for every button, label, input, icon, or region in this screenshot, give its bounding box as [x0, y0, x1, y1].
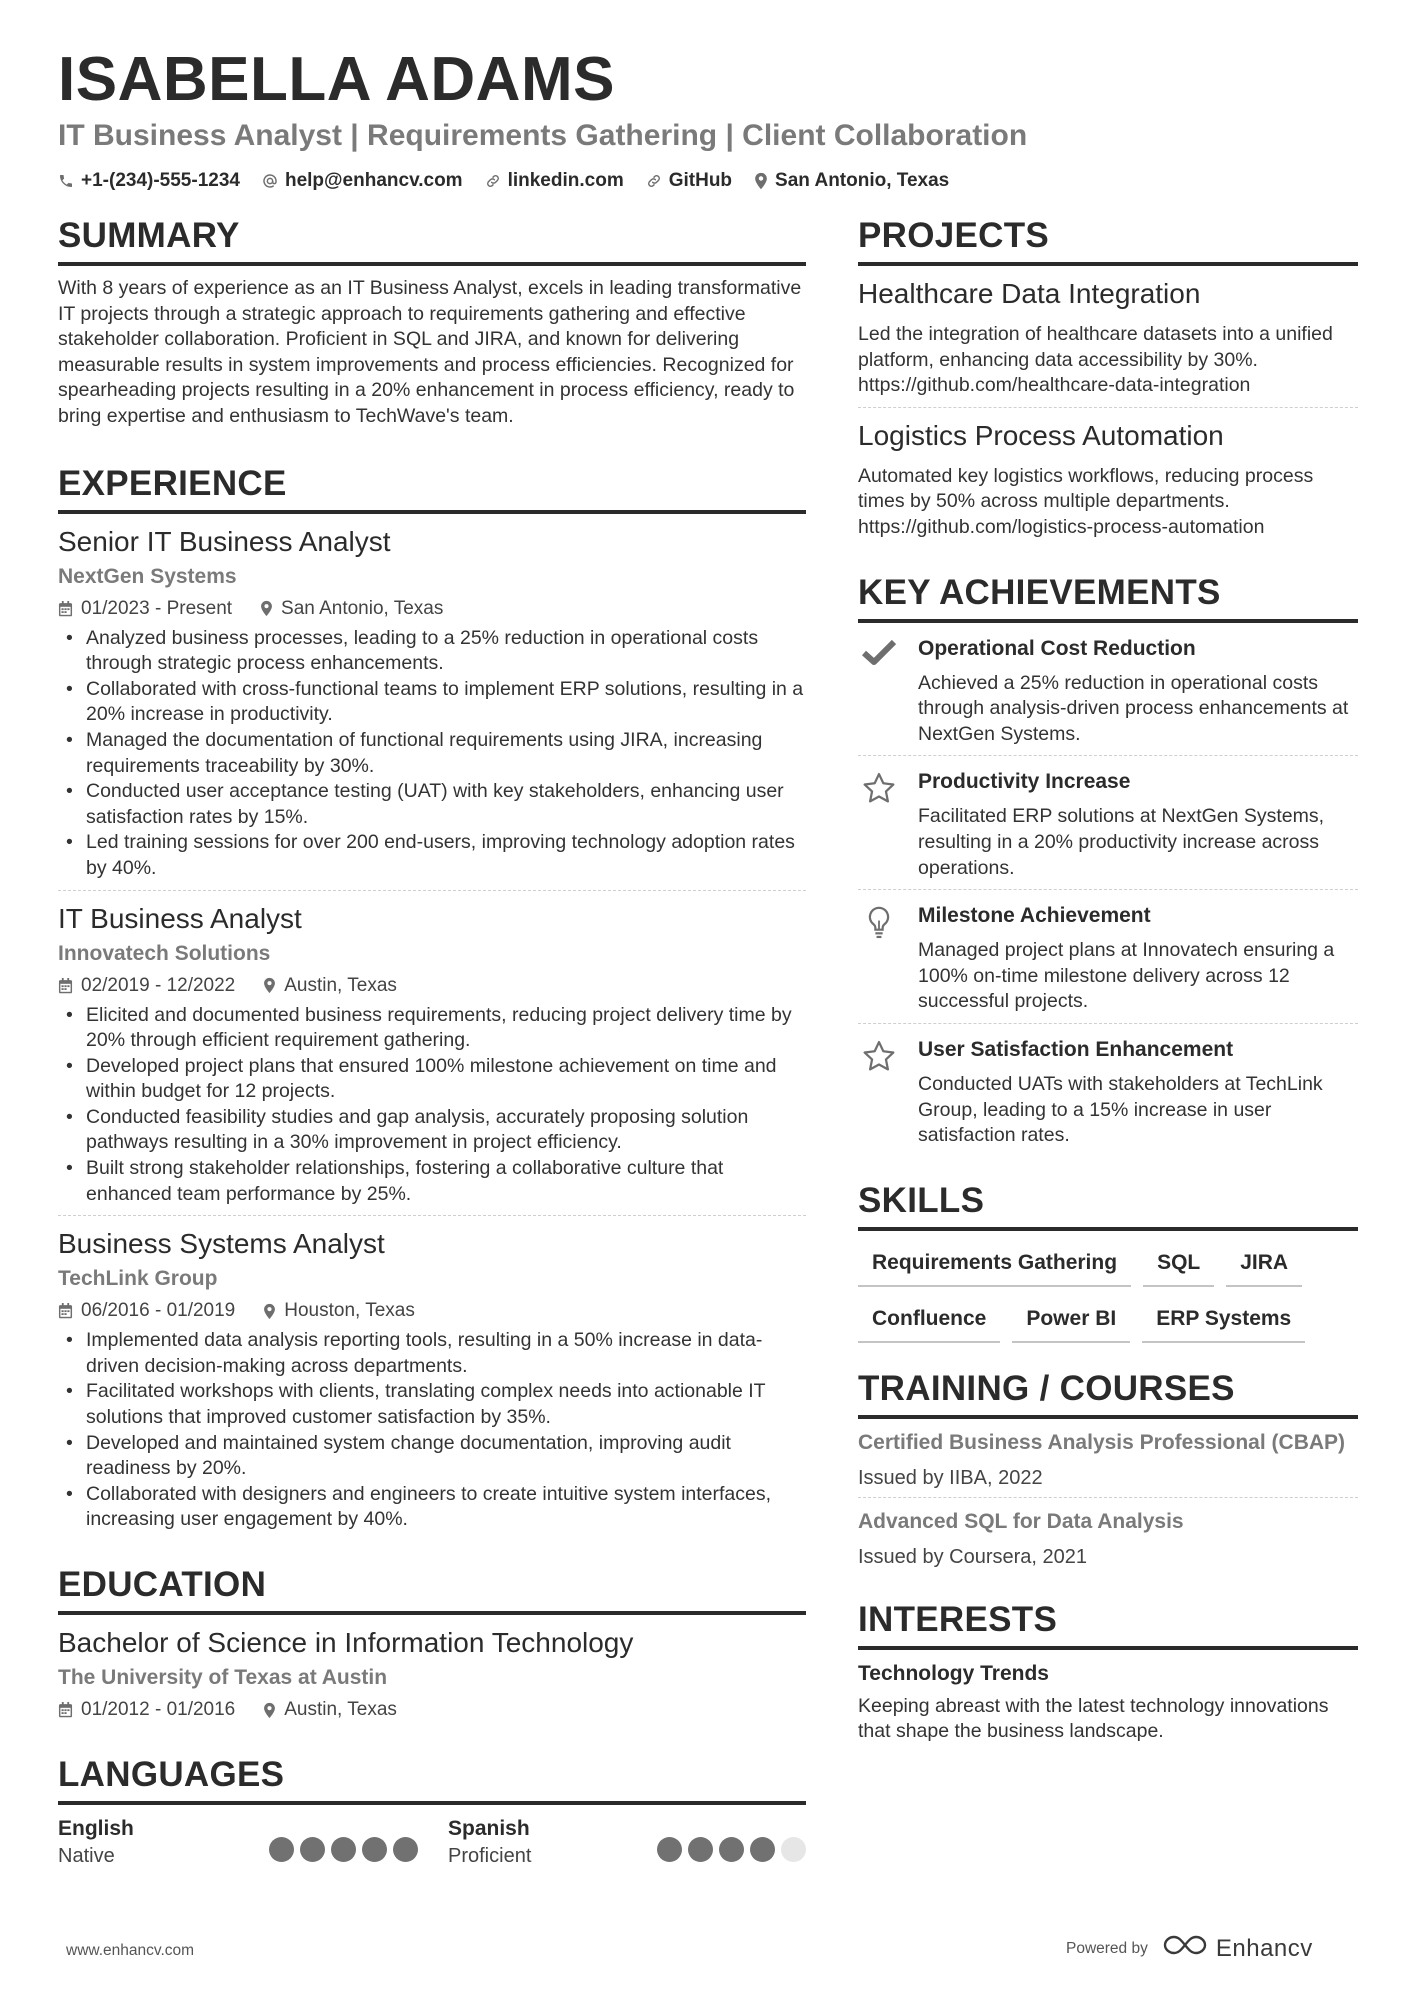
language-rating — [657, 1829, 806, 1869]
project-entry — [858, 266, 1358, 407]
language-name: Spanish — [448, 1817, 530, 1840]
section-title-experience: EXPERIENCE — [58, 462, 806, 514]
role-bullets — [58, 1328, 806, 1533]
achievement-description: Achieved a 25% reduction in operational costs through analysis-driven process enhancements at NextGen Systems. — [918, 671, 1349, 745]
skill-tag: ERP Systems — [1142, 1301, 1305, 1343]
language-level: Proficient — [448, 1845, 532, 1867]
calendar-icon — [58, 1702, 73, 1718]
link-icon — [485, 173, 501, 189]
role-bullets — [58, 626, 806, 882]
education-entry — [58, 1615, 806, 1723]
interest-title: Technology Trends — [858, 1661, 1049, 1685]
location-pin-icon — [263, 977, 276, 994]
section-title-skills: SKILLS — [858, 1179, 1358, 1231]
role-location — [260, 596, 443, 622]
languages-section — [58, 1753, 806, 1869]
summary-text: With 8 years of experience as an IT Business Analyst, excels in leading transformative IT projects through a strategic approach to requirements gathering and effective stakeholder collaboration. Proficient in SQL and JIRA, and known for delivering measurable results in system improvements and process efficiencies. Recognized for spearheading projects resulting in a 20% enhancement in process efficiency, ready to bring expertise and enthusiasm to TechWave's team. — [58, 277, 802, 427]
rating-dot-filled — [362, 1837, 387, 1862]
contact-phone[interactable] — [58, 168, 240, 194]
rating-dot-filled — [269, 1837, 294, 1862]
bullet-item: • Conducted feasibility studies and gap analysis, accurately proposing solution pathways resulting in a 30% improvement in project efficiency. — [58, 1105, 806, 1156]
interests-section — [858, 1598, 1358, 1745]
role-title: Senior IT Business Analyst — [58, 525, 391, 557]
course-issuer: Issued by IIBA, 2022 — [858, 1466, 1043, 1489]
bullet-item: • Conducted user acceptance testing (UAT) with key stakeholders, enhancing user satisfaction rates by 15%. — [58, 779, 806, 830]
rating-dot-filled — [331, 1837, 356, 1862]
education-section — [58, 1563, 806, 1723]
location-pin-icon — [260, 600, 273, 617]
achievement-entry — [858, 755, 1358, 889]
project-entry — [858, 407, 1358, 549]
role-dates-text: 01/2023 - Present — [81, 597, 233, 619]
role-dates — [58, 596, 232, 622]
phone-icon — [58, 173, 74, 189]
achievement-body — [918, 902, 1358, 1015]
contact-bar — [58, 168, 949, 194]
education-dates-text: 01/2012 - 01/2016 — [81, 1699, 236, 1720]
contact-location — [754, 168, 949, 194]
skill-tag: Confluence — [858, 1301, 1000, 1343]
language-rating — [269, 1829, 418, 1869]
calendar-icon — [58, 601, 73, 617]
education-location — [263, 1697, 397, 1723]
rating-dot-filled — [719, 1837, 744, 1862]
achievement-title: Operational Cost Reduction — [918, 636, 1196, 660]
education-meta — [58, 1697, 806, 1723]
section-title-education: EDUCATION — [58, 1563, 806, 1615]
role-location-text: Austin, Texas — [284, 974, 397, 996]
lightbulb-icon — [858, 902, 900, 1015]
achievement-body — [918, 635, 1358, 748]
rating-dot-filled — [300, 1837, 325, 1862]
skills-section — [858, 1179, 1358, 1343]
bullet-item: • Collaborated with cross-functional teams to implement ERP solutions, resulting in a 20% increase in productivity. — [58, 677, 806, 728]
contact-phone-text: +1-(234)-555-1234 — [81, 170, 240, 191]
course-entry — [858, 1497, 1358, 1576]
rating-dot-filled — [688, 1837, 713, 1862]
star-icon — [858, 1036, 900, 1149]
role-meta — [58, 596, 806, 622]
training-section — [858, 1367, 1358, 1576]
achievement-title: User Satisfaction Enhancement — [918, 1037, 1234, 1061]
bullet-item: • Collaborated with designers and engineers to create intuitive system interfaces, increasing user engagement by 40%. — [58, 1482, 806, 1533]
location-pin-icon — [263, 1702, 276, 1719]
at-icon — [262, 173, 278, 189]
interest-description: Keeping abreast with the latest technology innovations that shape the business landscape. — [858, 1694, 1329, 1743]
role-location-text: San Antonio, Texas — [281, 597, 444, 619]
skill-tag: JIRA — [1226, 1245, 1302, 1287]
bullet-item: • Analyzed business processes, leading to a 25% reduction in operational costs through strategic process enhancements. — [58, 626, 806, 677]
footer-branding — [1066, 1934, 1313, 1963]
powered-by-label: Powered by — [1066, 1939, 1148, 1957]
section-title-languages: LANGUAGES — [58, 1753, 806, 1805]
candidate-name: ISABELLA ADAMS — [58, 45, 615, 114]
achievement-entry — [858, 623, 1358, 756]
skill-tag: SQL — [1143, 1245, 1214, 1287]
bullet-item: • Built strong stakeholder relationships, fostering a collaborative culture that enhanced team performance by 25%. — [58, 1156, 806, 1207]
skill-tag: Requirements Gathering — [858, 1245, 1131, 1287]
experience-entry — [58, 890, 806, 1208]
course-title: Advanced SQL for Data Analysis — [858, 1509, 1184, 1533]
achievement-entry — [858, 889, 1358, 1023]
course-issuer: Issued by Coursera, 2021 — [858, 1545, 1088, 1568]
bullet-item: • Developed project plans that ensured 100% milestone achievement on time and within budget for 12 projects. — [58, 1054, 806, 1105]
location-pin-icon — [754, 172, 768, 190]
role-location — [263, 1298, 415, 1324]
achievement-description: Facilitated ERP solutions at NextGen Systems, resulting in a 20% productivity increase across operations. — [918, 805, 1325, 879]
achievement-title: Milestone Achievement — [918, 904, 1151, 928]
education-dates — [58, 1697, 235, 1723]
contact-email-text: help@enhancv.com — [284, 170, 463, 191]
course-entry — [858, 1419, 1358, 1497]
section-title-summary: SUMMARY — [58, 214, 806, 266]
skills-list — [858, 1245, 1358, 1343]
project-title: Healthcare Data Integration — [858, 278, 1201, 309]
role-location — [263, 973, 397, 999]
role-title: Business Systems Analyst — [58, 1228, 385, 1260]
location-pin-icon — [263, 1303, 276, 1320]
role-bullets — [58, 1003, 806, 1208]
rating-dot-filled — [393, 1837, 418, 1862]
role-dates-text: 02/2019 - 12/2022 — [81, 974, 236, 996]
language-info — [58, 1815, 134, 1869]
checkmark-icon — [858, 635, 900, 748]
contact-location-text: San Antonio, Texas — [775, 170, 950, 191]
role-dates-text: 06/2016 - 01/2019 — [81, 1300, 236, 1322]
achievement-entry — [858, 1023, 1358, 1157]
rating-dot-empty — [781, 1837, 806, 1862]
summary-section — [58, 214, 806, 430]
contact-github[interactable] — [646, 168, 732, 194]
calendar-icon — [58, 978, 73, 994]
role-meta — [58, 1298, 806, 1324]
project-description: Automated key logistics workflows, reducing process times by 50% across multiple departments. https://github.com/logistics-process-automation — [858, 464, 1314, 538]
company-name: TechLink Group — [58, 1267, 218, 1291]
role-location-text: Houston, Texas — [284, 1300, 415, 1322]
role-dates — [58, 973, 235, 999]
bullet-item: • Elicited and documented business requirements, reducing project delivery time by 20% through efficient requirement gathering. — [58, 1003, 806, 1054]
left-column — [58, 214, 806, 1895]
brand-logo[interactable] — [1162, 1934, 1313, 1963]
section-title-projects: PROJECTS — [858, 214, 1358, 266]
bullet-item: • Facilitated workshops with clients, translating complex needs into actionable IT solutions that improved customer satisfaction by 35%. — [58, 1379, 806, 1430]
experience-section — [58, 462, 806, 1533]
project-description: Led the integration of healthcare datasets into a unified platform, enhancing data accessibility by 30%. https://github.com/healthcare-data-integration — [858, 323, 1333, 397]
bullet-item: • Led training sessions for over 200 end-users, improving technology adoption rates by 40%. — [58, 830, 806, 881]
bullet-item: • Implemented data analysis reporting tools, resulting in a 50% increase in data-driven decision-making across departments. — [58, 1328, 806, 1379]
projects-section — [858, 214, 1358, 549]
role-title: IT Business Analyst — [58, 902, 302, 934]
company-name: Innovatech Solutions — [58, 941, 271, 965]
language-info — [448, 1815, 531, 1869]
course-title: Certified Business Analysis Professional (CBAP) — [858, 1430, 1346, 1454]
section-title-achievements: KEY ACHIEVEMENTS — [858, 571, 1358, 623]
contact-linkedin[interactable] — [485, 168, 624, 194]
role-meta — [58, 973, 806, 999]
school-name: The University of Texas at Austin — [58, 1666, 388, 1689]
contact-github-text: GitHub — [668, 170, 733, 191]
contact-email[interactable] — [262, 168, 463, 194]
experience-entry — [58, 1215, 806, 1533]
role-dates — [58, 1298, 235, 1324]
experience-entry — [58, 514, 806, 882]
bullet-item: • Managed the documentation of functional requirements using JIRA, increasing requirements traceability by 30%. — [58, 728, 806, 779]
education-location-text: Austin, Texas — [284, 1699, 397, 1720]
achievements-section — [858, 571, 1358, 1157]
skill-tag: Power BI — [1012, 1301, 1130, 1343]
bullet-item: • Developed and maintained system change documentation, improving audit readiness by 20%. — [58, 1431, 806, 1482]
brand-name: Enhancv — [1215, 1934, 1313, 1962]
section-title-interests: INTERESTS — [858, 1598, 1358, 1650]
star-icon — [858, 768, 900, 881]
right-column — [858, 214, 1358, 1771]
achievement-body — [918, 768, 1358, 881]
enhancv-logo-icon — [1162, 1934, 1208, 1963]
language-item — [448, 1815, 806, 1869]
language-name: English — [58, 1817, 134, 1840]
achievement-title: Productivity Increase — [918, 770, 1131, 794]
achievement-description: Managed project plans at Innovatech ensuring a 100% on-time milestone delivery across 12 successful projects. — [918, 939, 1335, 1013]
link-icon — [646, 173, 662, 189]
calendar-icon — [58, 1303, 73, 1319]
section-title-training: TRAINING / COURSES — [858, 1367, 1358, 1419]
candidate-tagline: IT Business Analyst | Requirements Gathering | Client Collaboration — [58, 119, 1028, 152]
languages-list — [58, 1815, 806, 1869]
rating-dot-filled — [750, 1837, 775, 1862]
language-level: Native — [58, 1845, 115, 1867]
footer-website[interactable]: www.enhancv.com — [66, 1942, 195, 1959]
achievement-body — [918, 1036, 1358, 1149]
achievement-description: Conducted UATs with stakeholders at TechLink Group, leading to a 15% increase in user satisfaction rates. — [918, 1072, 1323, 1147]
company-name: NextGen Systems — [58, 564, 237, 588]
project-title: Logistics Process Automation — [858, 419, 1224, 451]
contact-linkedin-text: linkedin.com — [507, 170, 624, 191]
rating-dot-filled — [657, 1837, 682, 1862]
language-item — [58, 1815, 448, 1869]
degree-title: Bachelor of Science in Information Technology — [58, 1627, 634, 1658]
